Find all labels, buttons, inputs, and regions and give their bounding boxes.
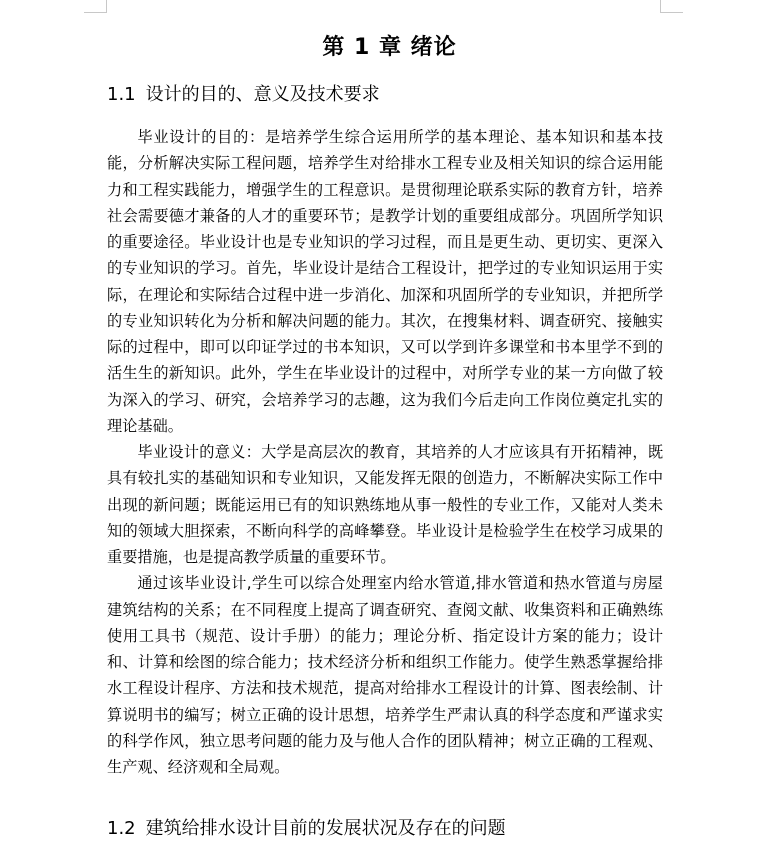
section-body [107,124,663,780]
chapter-title: 第 1 章 绪论 [322,34,457,60]
paragraph-purpose: 毕业设计的目的：是培养学生综合运用所学的基本理论、基本知识和基本技能，分析解决实际工程问题，培养学生对给排水工程专业及相关知识的综合运用能力和工程实践能力，增强学生的工程意识。是贯彻理论联系实际的教育方针，培养社会需要德才兼备的人才的重要环节；是教学计划的重要组成部分。巩固所学知识的重要途径。毕业设计也是专业知识的学习过程，而且是更生动、更切实、更深入的专业知识的学习。首先，毕业设计是结合工程设计，把学过的专业知识运用于实际，在理论和实际结合过程中进一步消化、加深和巩固所学的专业知识，并把所学的专业知识转化为分析和解决问题的能力。其次，在搜集材料、调查研究、接触实际的过程中，即可以印证学过的书本知识，又可以学到许多课堂和书本里学不到的活生生的新知识。此外，学生在毕业设计的过程中，对所学专业的某一方向做了较为深入的学习、研究，会培养学习的志趣，这为我们今后走向工作岗位奠定扎实的理论基础。 [107,128,663,435]
section-heading-1-1 [107,82,380,108]
page-corner-mark-right [660,0,683,13]
section-number: 1.1 [107,84,136,105]
paragraph-significance: 毕业设计的意义：大学是高层次的教育，其培养的人才应该具有开拓精神，既具有较扎实的基础知识和专业知识，又能发挥无限的创造力，不断解决实际工作中出现的新问题；既能运用已有的知识熟练地从事一般性的专业工作，又能对人类未知的领域大胆探索，不断向科学的高峰攀登。毕业设计是检验学生在校学习成果的重要措施，也是提高教学质量的重要环节。 [107,443,663,566]
section-title: 设计的目的、意义及技术要求 [145,84,380,105]
section-heading-1-2 [107,816,506,842]
page-corner-mark-left [84,0,107,13]
section-title: 建筑给排水设计目前的发展状况及存在的问题 [145,818,506,839]
section-number: 1.2 [107,818,136,839]
paragraph-technical-requirements: 通过该毕业设计,学生可以综合处理室内给水管道,排水管道和热水管道与房屋建筑结构的关系；在不同程度上提高了调查研究、查阅文献、收集资料和正确熟练使用工具书（规范、设计手册）的能力；理论分析、指定设计方案的能力；设计和、计算和绘图的综合能力；技术经济分析和组织工作能力。使学生熟悉掌握给排水工程设计程序、方法和技术规范，提高对给排水工程设计的计算、图表绘制、计算说明书的编写；树立正确的设计思想，培养学生严肃认真的科学态度和严谨求实的科学作风，独立思考问题的能力及与他人合作的团队精神；树立正确的工程观、生产观、经济观和全局观。 [107,574,663,776]
